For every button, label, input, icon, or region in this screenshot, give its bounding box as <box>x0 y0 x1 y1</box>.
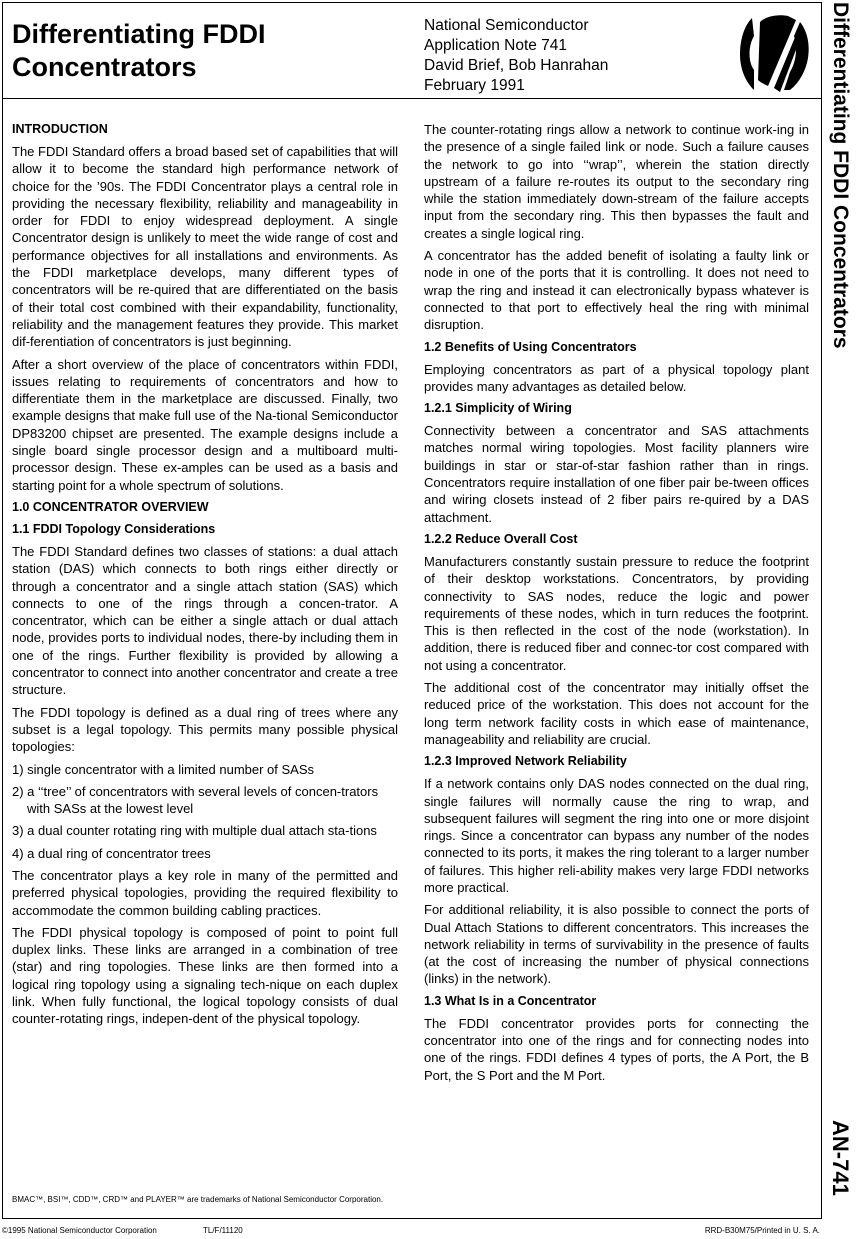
list-item: 3) a dual counter rotating ring with multiple dual attach sta-tions <box>12 823 377 839</box>
header-rule-left <box>2 98 409 99</box>
company-name: National Semiconductor <box>424 17 589 34</box>
paragraph: The FDDI Standard defines two classes of stations: a dual attach station (DAS) which connects to both rings either directly or through a concentrator and a single attach station (SAS) which connects to one of the rings through a concen-trator. A concentrator, which can be either a single attach or dual attach node, provides ports to individual nodes, there-by including them in one of the rings. Further flexibility is provided by allowing a concentrator to connect into another concentrator and create a tree structure. <box>12 543 398 698</box>
national-semiconductor-logo-icon <box>738 12 810 94</box>
side-an-text: AN-741 <box>828 1120 853 1196</box>
print-info: RRD-B30M75/Printed in U. S. A. <box>704 1226 820 1235</box>
list-item: 1) single concentrator with a limited number of SASs <box>12 761 315 777</box>
paragraph: Employing concentrators as part of a physical topology plant provides many advantages as detailed below. <box>424 361 809 394</box>
right-column <box>424 121 809 1089</box>
heading-introduction: INTRODUCTION <box>12 122 108 136</box>
paragraph: The concentrator plays a key role in many of the permitted and preferred physical topologies, providing the required flexibility to accommodate the common building cabling practices. <box>12 867 398 918</box>
paragraph: If a network contains only DAS nodes connected on the dual ring, single failures will normally cause the ring to wrap, and subsequent failures will segment the ring into one or more disjoint rings. Since a concentrator can bypass any number of the nodes connected to its ports, it makes the ring tolerant to a larger number of failures. This higher reli-ability makes very large FDDI networks more practical. <box>424 776 809 895</box>
publication-date: February 1991 <box>424 77 525 94</box>
side-title-vertical <box>828 2 852 462</box>
trademark-notice: BMAC™, BSI™, CDD™, CRD™ and PLAYER™ are trademarks of National Semiconductor Corporation. <box>12 1195 384 1204</box>
heading-simplicity-of-wiring: 1.2.1 Simplicity of Wiring <box>424 401 572 416</box>
paragraph: For additional reliability, it is also possible to connect the ports of Dual Attach Stations to different concentrators. This increases the network reliability in terms of survivability in the presence of faults (at the cost of increasing the number of physical connections (links) in the network). <box>424 902 809 987</box>
heading-topology-considerations: 1.1 FDDI Topology Considerations <box>12 521 216 536</box>
header-info <box>424 16 608 96</box>
app-note-number: Application Note 741 <box>424 37 568 54</box>
paragraph: The FDDI concentrator provides ports for connecting the concentrator into one of the rings and for connecting nodes into one of the rings. FDDI defines 4 types of ports, the A Port, the B Port, the S Port and the M Port. <box>424 1015 809 1083</box>
document-code: TL/F/11120 <box>203 1226 243 1235</box>
heading-benefits: 1.2 Benefits of Using Concentrators <box>424 339 637 354</box>
paragraph: The FDDI topology is defined as a dual ring of trees where any subset is a legal topology. This permits many possible physical topologies: <box>12 704 398 755</box>
paragraph: A concentrator has the added benefit of isolating a faulty link or node in one of the ports that it is controlling. It does not need to wrap the ring and instead it can electronically bypass whatever is connected to that port to effectively heal the ring with minimal disruption. <box>424 248 809 333</box>
side-title-text: Differentiating FDDI Concentrators <box>829 2 852 349</box>
copyright: ©1995 National Semiconductor Corporation <box>2 1226 157 1235</box>
paragraph: The additional cost of the concentrator may initially offset the reduced price of the workstation. This does not account for the long term network facility costs in which ease of maintenance, manageability and reliability are crucial. <box>424 680 809 747</box>
heading-concentrator-overview: 1.0 CONCENTRATOR OVERVIEW <box>12 499 209 514</box>
authors: David Brief, Bob Hanrahan <box>424 57 609 74</box>
document-title: Differentiating FDDI Concentrators <box>12 19 266 82</box>
paragraph: The counter-rotating rings allow a network to continue work-ing in the presence of a single failed link or node. Such a failure causes the network to go into ‘‘wrap’’, wherein the station directly upstream of a failure re-routes its output to the secondary ring while the station immediately down-stream of the failure accepts input from the secondary ring. This then bypasses the fault and creates a single logical ring. <box>424 122 809 241</box>
header-rule-right <box>409 98 822 99</box>
paragraph: Connectivity between a concentrator and SAS attachments matches normal wiring topologies. Most facility planners wire buildings in star or star-of-star fashion rather than in rings. Concentrators require installation of one fiber pair be-tween offices and wiring closets instead of 2 fiber pairs re-quired by a DAS attachment. <box>424 423 809 525</box>
paragraph: Manufacturers constantly sustain pressure to reduce the footprint of their desktop workstations. Concentrators, by providing connectivity to SAS nodes, reduce the logic and power requirements of these nodes, which in turn reduces the footprint. This is then reflected in the cost of the node (workstation). In addition, there is reduced fiber and connec-tor cost compared with not using a concentrator. <box>424 553 809 673</box>
paragraph: After a short overview of the place of concentrators within FDDI, issues relating to requirements of concentrators and how to differentiate them in the marketplace are discussed. Finally, two example designs that make full use of the Na-tional Semiconductor DP83200 chipset are presented. The example designs include a single board single processor design and a multiboard multi-processor design. These ex-amples can be used as a basis and starting point for a whole spectrum of solutions. <box>12 356 398 493</box>
paragraph: The FDDI Standard offers a broad based set of capabilities that will allow it to become the standard high performance network of choice for the ’90s. The FDDI Concentrator plays a central role in providing the necessary flexibility, reliability and manageability in order for FDDI to enjoy widespread deployment. A single Concentrator design is unlikely to meet the wide range of cost and performance objectives for all installations and environments. As the FDDI marketplace develops, many different types of concentrators will be re-quired that are differentiated on the basis of their total cost combined with their expandability, functionality, reliability and the management features they provide. This market dif-ferentiation of concentrators is just beginning. <box>12 144 398 350</box>
left-column <box>12 121 398 1033</box>
heading-improved-reliability: 1.2.3 Improved Network Reliability <box>424 754 627 769</box>
list-item: 4) a dual ring of concentrator trees <box>12 845 211 861</box>
heading-reduce-overall-cost: 1.2.2 Reduce Overall Cost <box>424 531 578 546</box>
list-item: 2) a ‘‘tree’’ of concentrators with several levels of concen-trators with SASs at the lowest level <box>12 783 379 817</box>
paragraph: The FDDI physical topology is composed of point to point full duplex links. These links are arranged in a combination of tree (star) and ring topologies. These links are then formed into a logical ring topology using a signaling tech-nique on each duplex link. When fully functional, the logical topology consists of dual counter-rotating rings, indepen-dent of the physical topology. <box>12 924 398 1027</box>
side-an-number <box>828 1120 852 1210</box>
heading-what-is-in-concentrator: 1.3 What Is in a Concentrator <box>424 993 597 1008</box>
